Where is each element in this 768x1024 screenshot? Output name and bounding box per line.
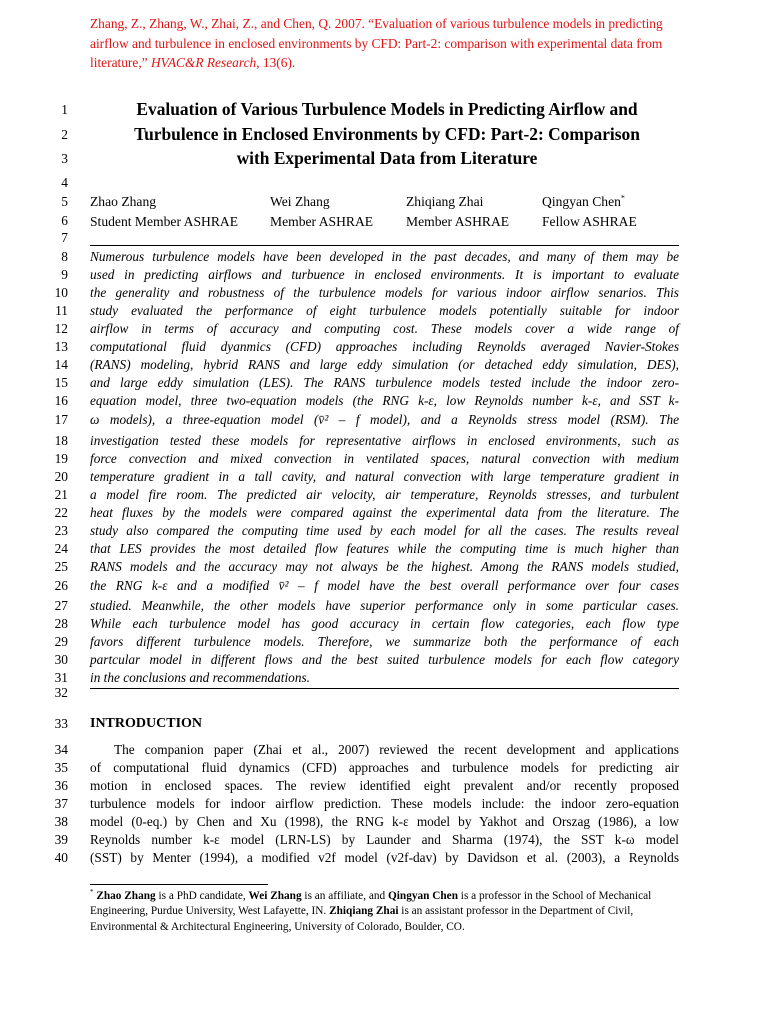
abstract-line: computational fluid dyanmics (CFD) approaches including Reynolds averaged Navier-Stokes — [90, 339, 679, 354]
footnote-text: is an assistant professor in the Department of Civil, Environmental & Architectural Engineering, University of Colorado, Boulder, CO. — [90, 905, 634, 933]
abstract-line: ω models), a three-equation model (v̄² – f model), and a Reynolds stress model (RSM). The — [90, 412, 679, 427]
paper-title — [82, 97, 692, 171]
body-line: The companion paper (Zhai et al., 2007) reviewed the recent development and applications — [114, 742, 679, 757]
line-number: 19 — [54, 451, 68, 466]
author-role: Student Member ASHRAE — [90, 214, 239, 229]
footnote-text: is an affiliate, and — [301, 890, 388, 902]
citation-journal: HVAC&R Research — [150, 55, 257, 70]
title-line: Evaluation of Various Turbulence Models in Predicting Airflow and — [136, 99, 638, 119]
abstract-line: Numerous turbulence models have been developed in the past decades, and many of them may be — [90, 249, 679, 264]
footnote-author: Zhao Zhang — [96, 890, 156, 902]
line-number: 2 — [61, 127, 68, 142]
abstract-line: in the conclusions and recommendations. — [90, 670, 310, 685]
abstract-line: that LES provides the most detailed flow features while the computing time is much higher than — [90, 541, 679, 556]
abstract-line: used in predicting airflows and turbuence in enclosed environments. It is important to evaluate — [90, 267, 679, 282]
abstract-line: favors different turbulence models. Therefore, we summarize both the performance of each — [90, 634, 679, 649]
abstract-line: RANS models and the accuracy may not always be the highest. Among the RANS models studied, — [90, 559, 679, 574]
line-number: 40 — [54, 850, 68, 865]
line-number: 3 — [61, 151, 68, 166]
author-name: Wei Zhang — [270, 194, 330, 209]
line-number: 20 — [54, 469, 68, 484]
line-number: 8 — [61, 249, 68, 264]
author-entry — [542, 192, 637, 232]
footnote-rule — [90, 884, 268, 885]
line-number: 24 — [54, 541, 68, 556]
citation — [90, 14, 690, 73]
author-entry — [406, 192, 509, 232]
body-line: motion in enclosed spaces. The review identified eight prevalent and/or recently proposed — [90, 778, 679, 793]
line-number: 12 — [54, 321, 68, 336]
abstract-line: partcular model in different flows and the best suited turbulence models for each flow category — [90, 652, 679, 667]
author-role: Member ASHRAE — [270, 214, 374, 229]
line-number: 37 — [54, 796, 68, 811]
line-number: 34 — [54, 742, 68, 757]
abstract-line: study evaluated the performance of eight turbulence models potentially suitable for indoor — [90, 303, 679, 318]
author-name: Zhao Zhang — [90, 194, 157, 209]
abstract-line: studied. Meanwhile, the other models have superior performance only in some particular cases. — [90, 598, 679, 613]
line-number: 32 — [54, 685, 68, 700]
body-line: (SST) by Menter (1994), a modified v2f model (v2f-dav) by Davidson et al. (2003), a Reynolds — [90, 850, 679, 865]
abstract-line: the RNG k-ε and a modified v̄² – f model have the best overall performance over four cases — [90, 578, 679, 593]
abstract-line: airflow in terms of accuracy and computing cost. These models cover a wide range of — [90, 321, 679, 336]
body-line: model (0-eq.) by Chen and Xu (1998), the RNG k-ε model by Yakhot and Orszag (1986), a low — [90, 814, 679, 829]
line-number: 6 — [61, 213, 68, 228]
body-line: Reynolds number k-ε model (LRN-LS) by Launder and Sharma (1974), the SST k-ω model — [90, 832, 679, 847]
line-number: 28 — [54, 616, 68, 631]
line-number: 13 — [54, 339, 68, 354]
line-number: 21 — [54, 487, 68, 502]
line-number: 10 — [54, 285, 68, 300]
abstract-line: force convection and mixed convection in ventilated spaces, natural convection with medium — [90, 451, 679, 466]
body-line: turbulence models for indoor airflow prediction. These models include: the indoor zero-equation — [90, 796, 679, 811]
line-number: 25 — [54, 559, 68, 574]
author-entry — [270, 192, 373, 232]
line-number: 27 — [54, 598, 68, 613]
abstract-line: study also compared the computing time used by each model for all the cases. The results reveal — [90, 523, 679, 538]
line-number: 17 — [54, 412, 68, 427]
line-number: 15 — [54, 375, 68, 390]
author-role: Member ASHRAE — [406, 214, 510, 229]
footnote-mark: * — [90, 888, 94, 897]
author-role: Fellow ASHRAE — [542, 214, 637, 229]
title-line: with Experimental Data from Literature — [236, 148, 538, 168]
body-line: of computational fluid dynamics (CFD) approaches and turbulence models for predicting air — [90, 760, 679, 775]
title-line: Turbulence in Enclosed Environments by CFD: Part-2: Comparison — [134, 123, 640, 144]
line-number: 29 — [54, 634, 68, 649]
line-number: 14 — [54, 357, 68, 372]
line-number: 38 — [54, 814, 68, 829]
footnote-text: is a professor in the School of Mechanical Engineering, Purdue University, West Lafayette, IN. — [90, 890, 652, 918]
abstract-line: investigation tested these models for representative airflows in enclosed environments, such as — [90, 433, 679, 448]
abstract-line: and large eddy simulation (LES). The RANS turbulence models tested include the indoor zero- — [90, 375, 679, 390]
line-number: 39 — [54, 832, 68, 847]
line-number: 18 — [54, 433, 68, 448]
footnote-text: is a PhD candidate, — [155, 890, 249, 902]
citation-volume: , 13(6). — [256, 55, 296, 70]
abstract-bottom-rule — [90, 688, 679, 689]
abstract-line: heat fluxes by the models were compared against the experimental data from the literature. The — [90, 505, 679, 520]
line-number: 23 — [54, 523, 68, 538]
footnote-author: Wei Zhang — [248, 890, 302, 902]
abstract-line: (RANS) modeling, hybrid RANS and large eddy simulation (or detached eddy simulation, DES), — [90, 357, 679, 372]
line-number: 33 — [54, 716, 68, 731]
footnote — [90, 889, 680, 935]
abstract-line: a model fire room. The predicted air velocity, air temperature, Reynolds stresses, and turbulent — [90, 487, 679, 502]
line-number: 22 — [54, 505, 68, 520]
footnote-author: Qingyan Chen — [387, 890, 458, 902]
line-number: 1 — [61, 102, 68, 117]
line-number: 7 — [61, 230, 68, 245]
author-entry — [90, 192, 238, 232]
citation-text: Zhang, Z., Zhang, W., Zhai, Z., and Chen, Q. 2007. “Evaluation of various turbulence models in predicting airflow and turbulence in enclosed environments by CFD: Part-2: comparison with experimental data from literature,” — [90, 16, 663, 70]
line-number: 4 — [61, 175, 68, 190]
footnote-author: Zhiqiang Zhai — [329, 905, 399, 918]
section-heading: INTRODUCTION — [90, 716, 203, 731]
abstract-line: equation model, three two-equation models (the RNG k-ε, low Reynolds number k-ε, and SST k- — [90, 393, 679, 408]
line-number: 35 — [54, 760, 68, 775]
line-number: 5 — [61, 194, 68, 209]
line-number: 9 — [61, 267, 68, 282]
line-number: 16 — [54, 393, 68, 408]
line-number: 26 — [54, 578, 68, 593]
author-name: Qingyan Chen — [542, 194, 621, 209]
abstract-line: temperature gradient in a tall cavity, and natural convection with large temperature gradient in — [90, 469, 679, 484]
line-number: 11 — [55, 303, 68, 318]
abstract-line: the generality and robustness of the turbulence models for various indoor airflow senarios. This — [90, 285, 679, 300]
abstract-line: While each turbulence model has good accuracy in certain flow categories, each flow type — [90, 616, 679, 631]
line-number: 31 — [54, 670, 68, 685]
author-name: Zhiqiang Zhai — [406, 194, 484, 209]
line-number: 30 — [54, 652, 68, 667]
author-footnote-mark: * — [620, 193, 625, 203]
abstract-top-rule — [90, 245, 679, 246]
line-number: 36 — [54, 778, 68, 793]
